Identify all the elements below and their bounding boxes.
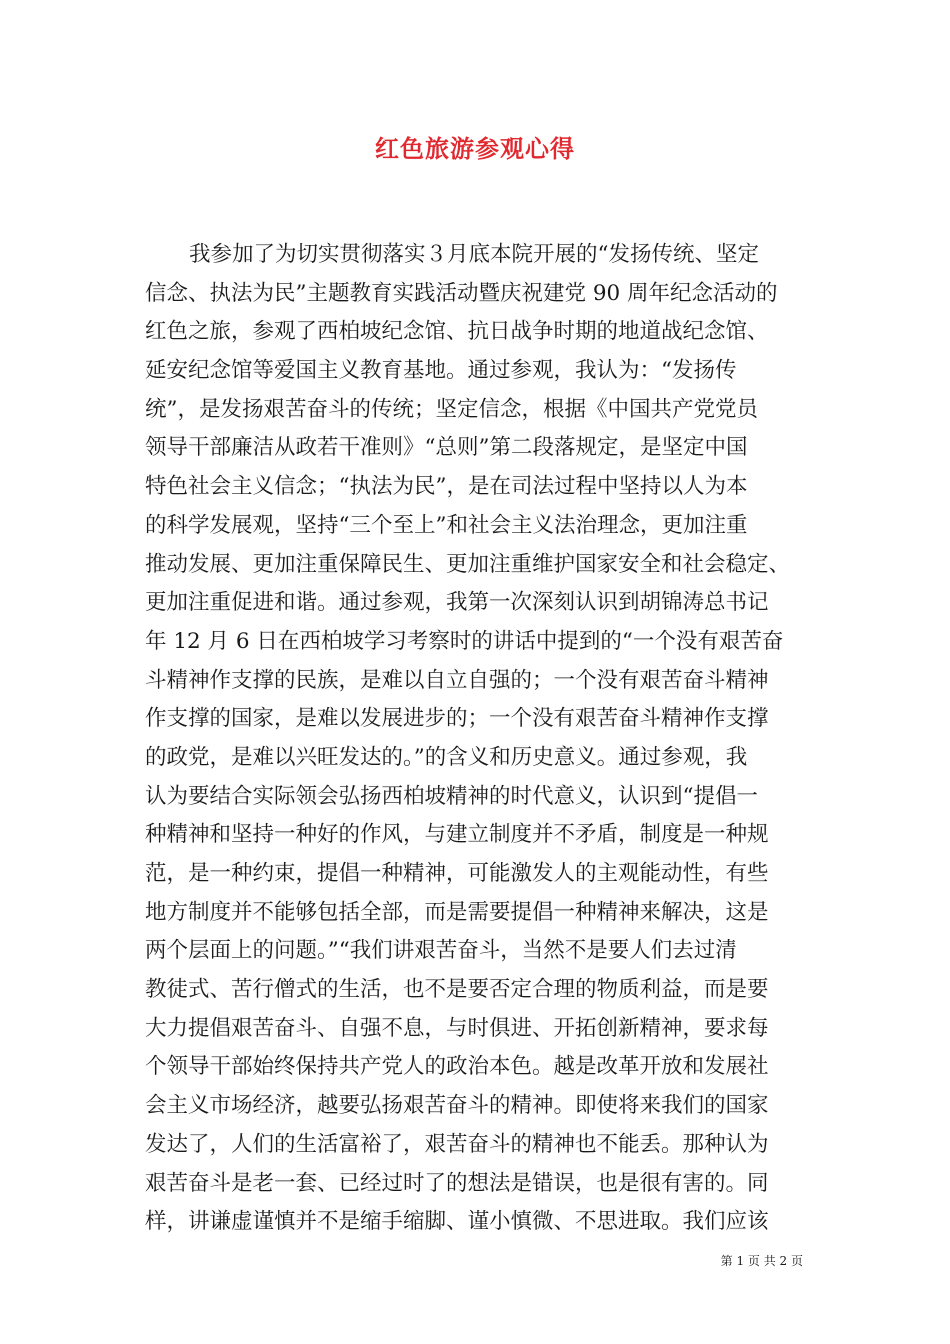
text-line: 红色之旅，参观了西柏坡纪念馆、抗日战争时期的地道战纪念馆、 — [145, 319, 769, 345]
text-line: 教徒式、苦行僧式的生活，也不是要否定合理的物质利益，而是要 — [145, 977, 769, 1003]
body-paragraph — [145, 236, 813, 1242]
text-line: 范，是一种约束，提倡一种精神，可能激发人的主观能动性，有些 — [145, 861, 769, 886]
text-line: 两个层面上的问题。”“我们讲艰苦奋斗，当然不是要人们去过清 — [145, 938, 737, 964]
text-line: 领导干部廉洁从政若干准则》“总则”第二段落规定，是坚定中国 — [145, 435, 748, 461]
text-line: 发达了，人们的生活富裕了，艰苦奋斗的精神也不能丢。那种认为 — [145, 1131, 769, 1157]
text-line: 我参加了为切实贯彻落实３月底本院开展的“发扬传统、坚定 — [189, 242, 759, 267]
text-line: 会主义市场经济，越要弘扬艰苦奋斗的精神。即使将来我们的国家 — [145, 1093, 769, 1119]
text-line: 年 12 月 6 日在西柏坡学习考察时的讲话中提到的“一个没有艰苦奋 — [145, 628, 784, 654]
text-line: 认为要结合实际领会弘扬西柏坡精神的时代意义，认识到“提倡一 — [145, 783, 758, 809]
text-line: 信念、执法为民”主题教育实践活动暨庆祝建党 90 周年纪念活动的 — [145, 280, 778, 306]
document-title: 红色旅游参观心得 — [375, 134, 575, 163]
page-number-footer: 第 1 页 共 2 页 — [720, 1254, 803, 1268]
text-line: 特色社会主义信念；“执法为民”，是在司法过程中坚持以人为本 — [145, 474, 748, 500]
text-line: 的科学发展观，坚持“三个至上”和社会主义法治理念，更加注重 — [145, 512, 748, 538]
text-line: 种精神和坚持一种好的作风，与建立制度并不矛盾，制度是一种规 — [145, 822, 769, 848]
text-line: 大力提倡艰苦奋斗、自强不息，与时俱进、开拓创新精神，要求每 — [145, 1015, 769, 1041]
text-line: 斗精神作支撑的民族，是难以自立自强的；一个没有艰苦奋斗精神 — [145, 667, 769, 693]
text-line: 延安纪念馆等爱国主义教育基地。通过参观，我认为：“发扬传 — [145, 358, 737, 384]
text-line: 作支撑的国家，是难以发展进步的；一个没有艰苦奋斗精神作支撑 — [145, 706, 769, 732]
text-line: 样，讲谦虚谨慎并不是缩手缩脚、谨小慎微、不思进取。我们应该 — [145, 1209, 769, 1235]
text-line: 个领导干部始终保持共产党人的政治本色。越是改革开放和发展社 — [145, 1054, 769, 1080]
text-line: 地方制度并不能够包括全部，而是需要提倡一种精神来解决，这是 — [145, 899, 769, 925]
text-line: 艰苦奋斗是老一套、已经过时了的想法是错误，也是很有害的。同 — [145, 1170, 769, 1196]
text-line: 更加注重促进和谐。通过参观，我第一次深刻认识到胡锦涛总书记 — [145, 590, 769, 616]
text-line: 推动发展、更加注重保障民生、更加注重维护国家安全和社会稳定、 — [145, 551, 791, 577]
text-line: 统”，是发扬艰苦奋斗的传统；坚定信念，根据《中国共产党党员 — [145, 396, 758, 422]
text-line: 的政党，是难以兴旺发达的。”的含义和历史意义。通过参观，我 — [145, 744, 748, 770]
